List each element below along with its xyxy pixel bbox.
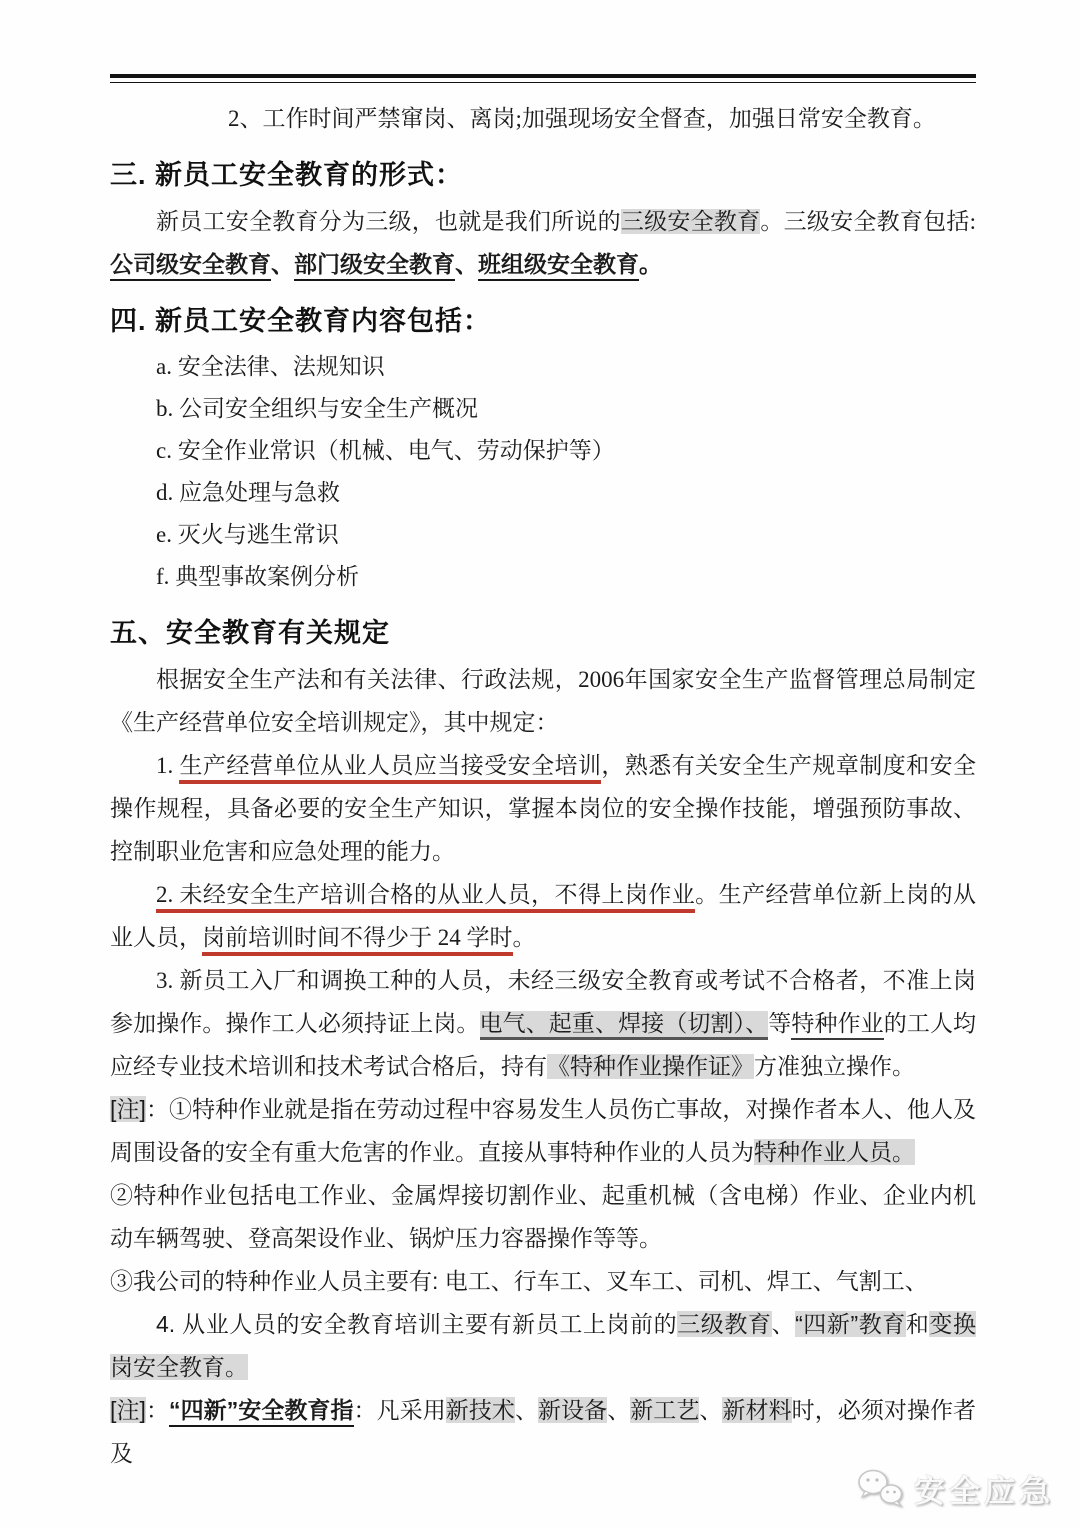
list-item-b: b. 公司安全组织与安全生产概况 (156, 396, 478, 421)
note-special-work-definition: [注]：①特种作业就是指在劳动过程中容易发生人员伤亡事故，对操作者本人、他人及周围设备的安全有重大危害的作业。直接从事特种作业的人员为特种作业人员。 (110, 1096, 977, 1165)
regulation-item-2: 2. 未经安全生产培训合格的从业人员，不得上岗作业。生产经营单位新上岗的从业人员，岗前培训时间不得少于 24 学时。 (110, 873, 976, 959)
regulation-item-3: 3. 新员工入厂和调换工种的人员，未经三级安全教育或考试不合格者，不准上岗参加操作。操作工人必须持证上岗。电气、起重、焊接（切割）、等特种作业的工人均应经专业技术培训和技术考试合格后，持有《特种作业操作证》方准独立操作。 (110, 968, 977, 1079)
list-item-a: a. 安全法律、法规知识 (156, 354, 385, 379)
list-item-c: c. 安全作业常识（机械、电气、劳动保护等） (156, 438, 615, 463)
list-item-e: e. 灭火与逃生常识 (156, 522, 339, 547)
note-company-special-workers: ③我公司的特种作业人员主要有: 电工、行车工、叉车工、司机、焊工、气割工、 (110, 1268, 928, 1294)
wechat-icon (856, 1468, 906, 1510)
section-5-intro: 根据安全生产法和有关法律、行政法规，2006年国家安全生产监督管理总局制定《生产经营单位安全培训规定》，其中规定： (110, 667, 976, 735)
regulation-item-1: 1. 生产经营单位从业人员应当接受安全培训，熟悉有关安全生产规章制度和安全操作规程，具备必要的安全生产知识，掌握本岗位的安全操作技能，增强预防事故、控制职业危害和应急处理的能力。 (110, 753, 977, 864)
note-four-new-definition: [注]：“四新”安全教育指：凡采用新技术、新设备、新工艺、新材料时，必须对操作者及 (110, 1397, 977, 1466)
paragraph-work-time-rule: 2、工作时间严禁窜岗、离岗;加强现场安全督查，加强日常安全教育。 (228, 106, 936, 131)
header-rule (110, 74, 976, 83)
section-4-list (156, 346, 976, 598)
regulation-item-4: 4. 从业人员的安全教育培训主要有新员工上岗前的三级教育、“四新”教育和变换岗安全教育。 (110, 1311, 976, 1380)
note-special-work-types: ②特种作业包括电工作业、金属焊接切割作业、起重机械（含电梯）作业、企业内机动车辆驾驶、登高架设作业、锅炉压力容器操作等等。 (110, 1182, 976, 1251)
section-3-heading: 三. 新员工安全教育的形式： (110, 160, 464, 190)
watermark-text: 安全应急 (914, 1474, 1054, 1509)
list-item-d: d. 应急处理与急救 (156, 480, 340, 505)
section-4-heading: 四. 新员工安全教育内容包括： (110, 306, 492, 336)
section-5-heading: 五、安全教育有关规定 (110, 618, 390, 648)
watermark (856, 1466, 1054, 1511)
section-3-paragraph: 新员工安全教育分为三级，也就是我们所说的三级安全教育。三级安全教育包括: 公司级安全教育、部门级安全教育、班组级安全教育。 (110, 200, 976, 286)
list-item-f: f. 典型事故案例分析 (156, 564, 360, 589)
